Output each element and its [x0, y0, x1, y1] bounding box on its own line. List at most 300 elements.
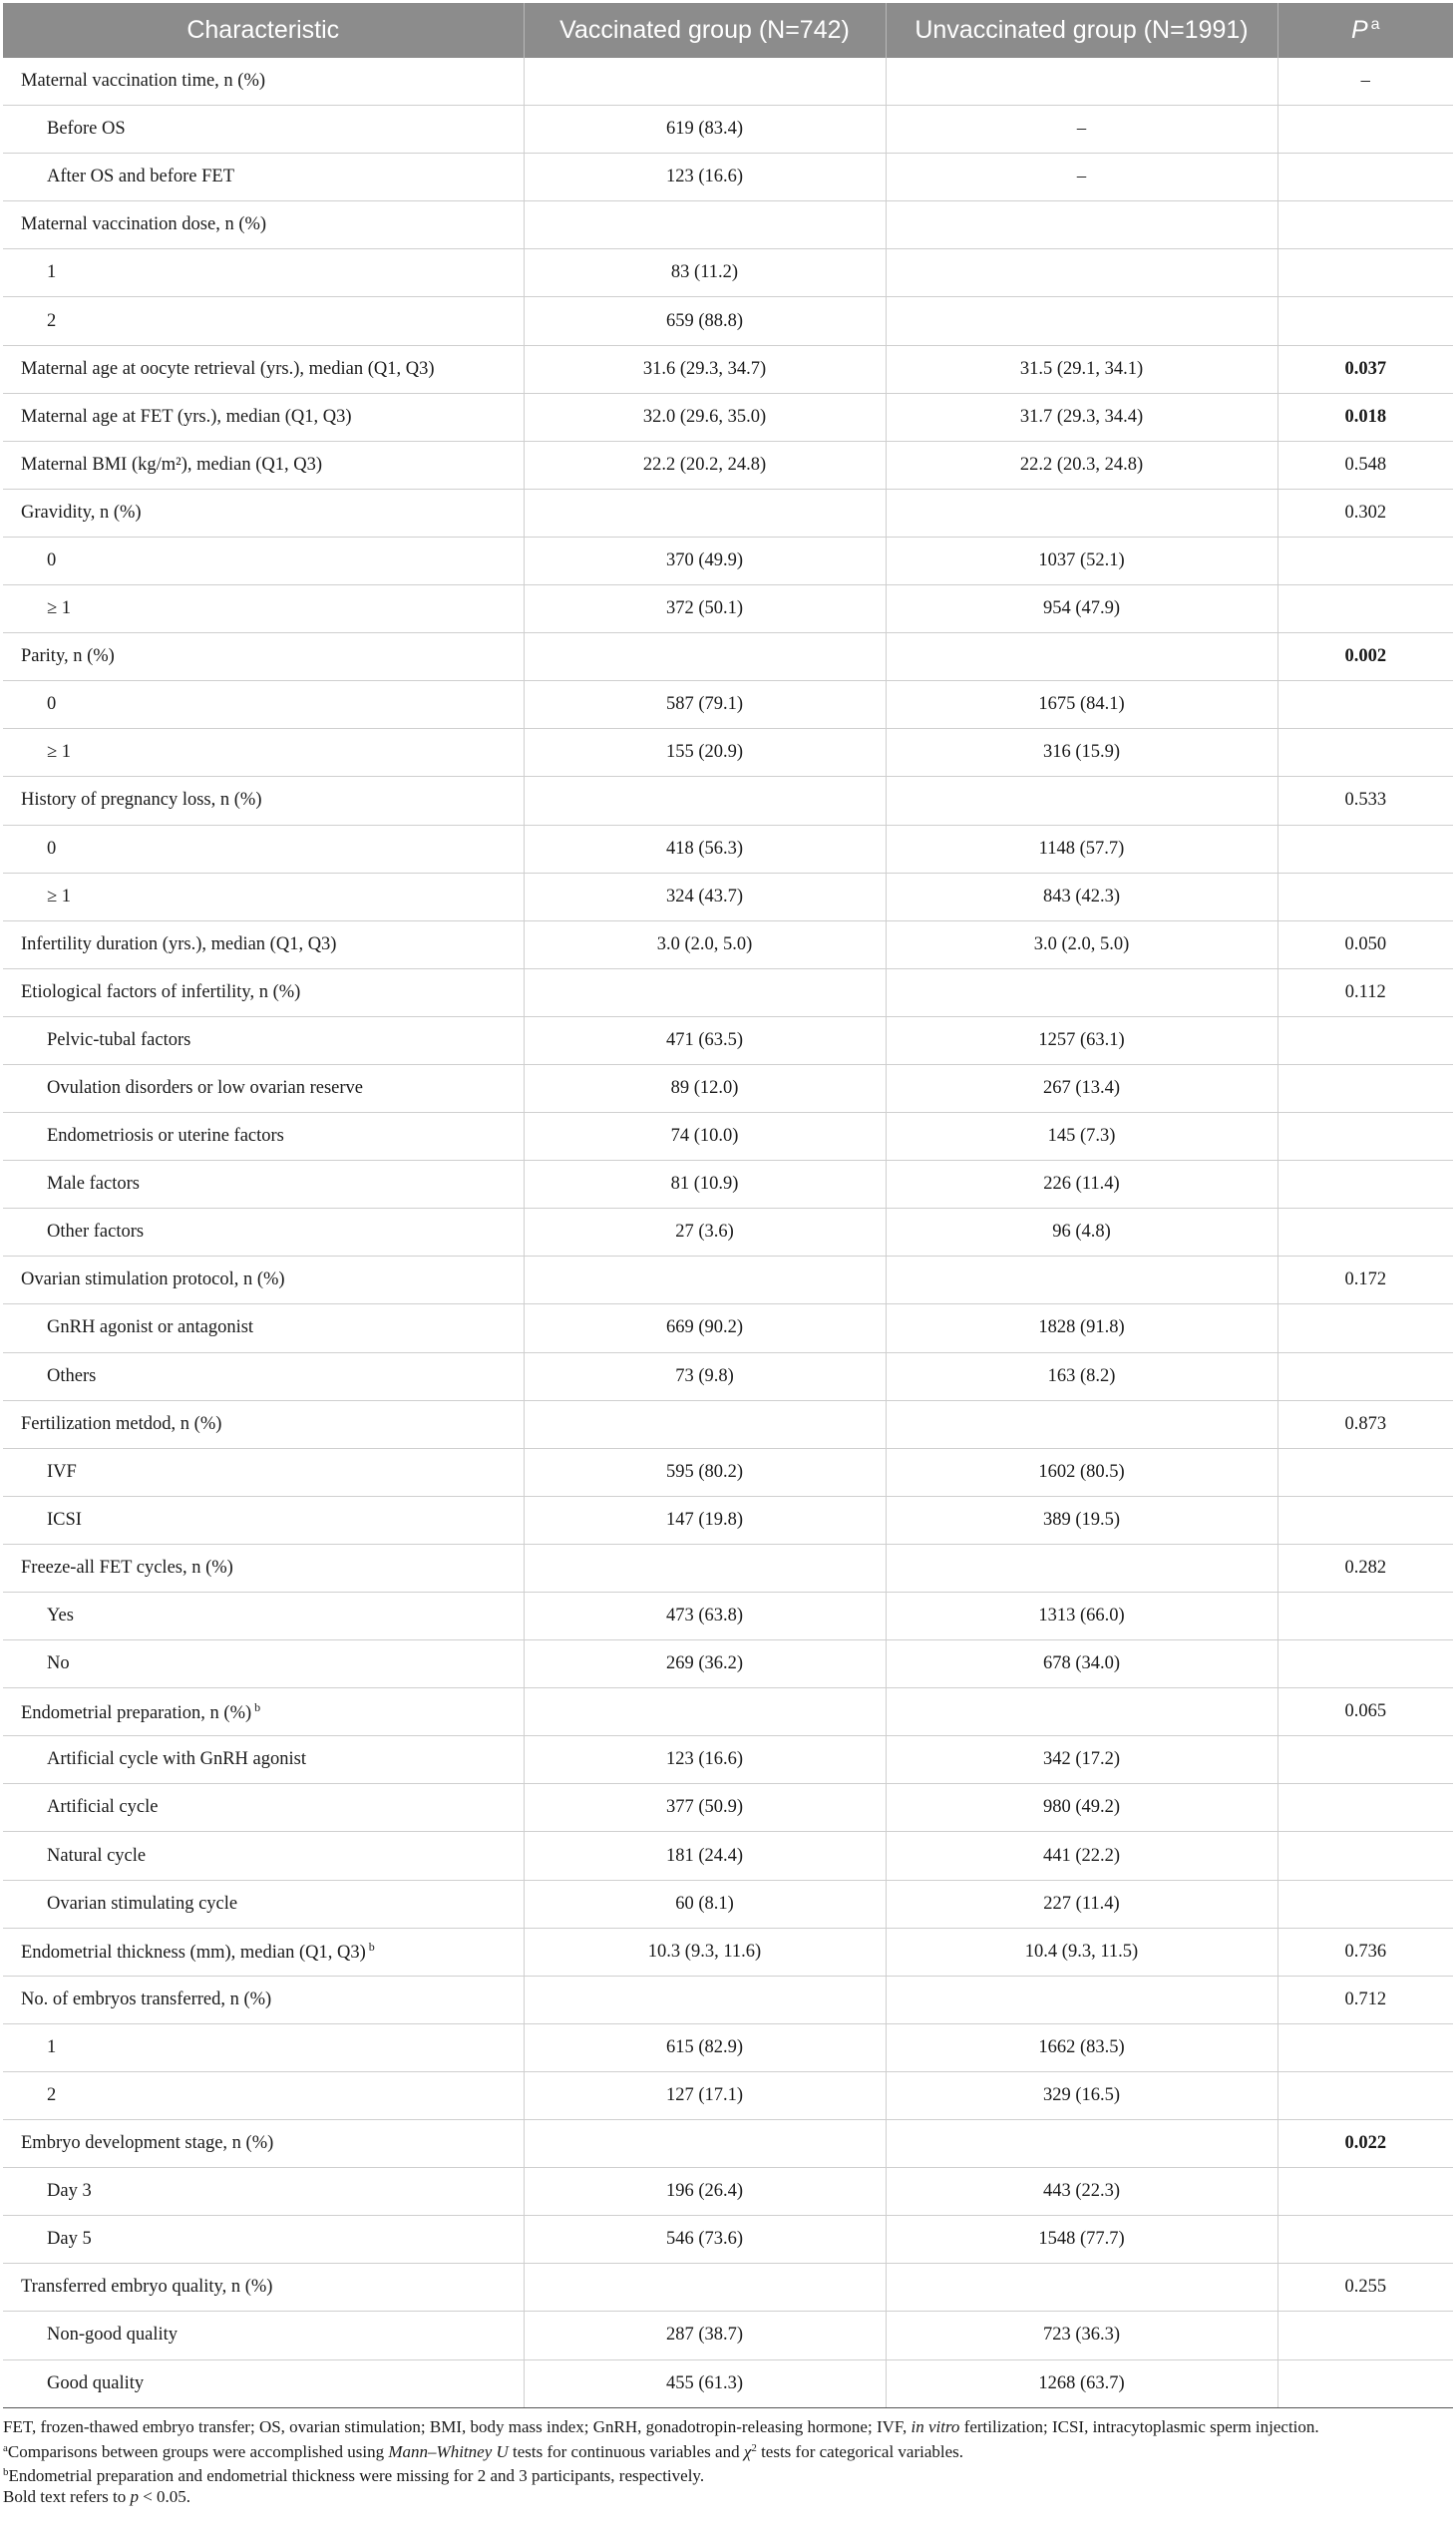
- p-value: [1277, 297, 1453, 345]
- p-value: [1277, 2216, 1453, 2264]
- row-label: [3, 154, 524, 201]
- row-label-text: 0: [47, 694, 57, 715]
- unvaccinated-value: [886, 1161, 1277, 1209]
- row-label: [3, 1736, 524, 1784]
- row-label: [3, 1832, 524, 1880]
- unvaccinated-value: [886, 1016, 1277, 1064]
- table-row: [3, 489, 1453, 537]
- p-value-text: 0.282: [1344, 1557, 1387, 1578]
- vaccinated-value-text: 372 (50.1): [665, 598, 744, 619]
- p-value: [1277, 489, 1453, 537]
- unvaccinated-value: [886, 968, 1277, 1016]
- unvaccinated-value: [886, 249, 1277, 297]
- row-label: [3, 2216, 524, 2264]
- unvaccinated-value: [886, 2023, 1277, 2071]
- row-label-text: Maternal vaccination time, n (%): [21, 71, 266, 92]
- row-label: [3, 1640, 524, 1688]
- row-label: [3, 1593, 524, 1640]
- vaccinated-value-text: 455 (61.3): [665, 2372, 744, 2393]
- vaccinated-value: [524, 1209, 886, 1257]
- vaccinated-value: [524, 201, 886, 249]
- table-row: [3, 777, 1453, 825]
- table-footnotes: [3, 2417, 1453, 2507]
- unvaccinated-value-text: 1602 (80.5): [1038, 1461, 1125, 1482]
- p-value: [1277, 1880, 1453, 1928]
- unvaccinated-value: [886, 777, 1277, 825]
- vaccinated-value-text: 123 (16.6): [665, 1749, 744, 1770]
- table-row: [3, 1113, 1453, 1161]
- row-label-text: Artificial cycle with GnRH agonist: [47, 1749, 306, 1770]
- table-row: [3, 1304, 1453, 1352]
- table-row: [3, 968, 1453, 1016]
- unvaccinated-value: [886, 489, 1277, 537]
- p-value: [1277, 1064, 1453, 1112]
- vaccinated-value-text: 22.2 (20.2, 24.8): [642, 454, 767, 475]
- row-label-text: History of pregnancy loss, n (%): [21, 790, 262, 811]
- vaccinated-value-text: 418 (56.3): [665, 838, 744, 859]
- row-label: [3, 2264, 524, 2312]
- unvaccinated-value-text: 1037 (52.1): [1038, 549, 1125, 570]
- row-label: [3, 1976, 524, 2023]
- table-container: [3, 3, 1453, 2408]
- vaccinated-value: [524, 2216, 886, 2264]
- vaccinated-value: [524, 489, 886, 537]
- unvaccinated-value-text: 1548 (77.7): [1038, 2229, 1125, 2250]
- vaccinated-value-text: 269 (36.2): [665, 1653, 744, 1674]
- unvaccinated-value-text: 1313 (66.0): [1038, 1606, 1125, 1627]
- unvaccinated-value: [886, 345, 1277, 393]
- vaccinated-value: [524, 777, 886, 825]
- p-value: [1277, 1688, 1453, 1736]
- row-label: [3, 1928, 524, 1976]
- vaccinated-value: [524, 968, 886, 1016]
- footnote-a-mark: a: [3, 2441, 8, 2454]
- row-label-text: 2: [47, 2084, 57, 2105]
- row-label: [3, 393, 524, 441]
- vaccinated-value-text: 89 (12.0): [670, 1078, 739, 1099]
- unvaccinated-value: [886, 1928, 1277, 1976]
- row-label-text: Parity, n (%): [21, 646, 115, 667]
- vaccinated-value-text: 32.0 (29.6, 35.0): [642, 406, 767, 427]
- vaccinated-value-text: 27 (3.6): [675, 1222, 734, 1243]
- unvaccinated-value: [886, 2312, 1277, 2359]
- vaccinated-value: [524, 825, 886, 873]
- table-row: [3, 1257, 1453, 1304]
- header-p-footnote-mark: a: [1370, 16, 1380, 33]
- table-row: [3, 1593, 1453, 1640]
- vaccinated-value-text: 81 (10.9): [670, 1174, 739, 1195]
- row-label: [3, 2359, 524, 2407]
- table-row: [3, 2312, 1453, 2359]
- p-value: [1277, 825, 1453, 873]
- row-label: [3, 729, 524, 777]
- row-label-footnote-mark: b: [368, 1940, 375, 1955]
- p-value: [1277, 1448, 1453, 1496]
- footnote-a-text-2: tests for continuous variables and: [513, 2441, 740, 2461]
- p-value: [1277, 777, 1453, 825]
- vaccinated-value-text: 31.6 (29.3, 34.7): [642, 358, 767, 379]
- row-label: [3, 777, 524, 825]
- table-row: [3, 920, 1453, 968]
- footnote-abbrev-italic: in vitro: [910, 2417, 960, 2436]
- row-label: [3, 1544, 524, 1592]
- vaccinated-value: [524, 729, 886, 777]
- p-value: [1277, 2120, 1453, 2168]
- p-value: [1277, 249, 1453, 297]
- p-value: [1277, 1257, 1453, 1304]
- unvaccinated-value: [886, 1496, 1277, 1544]
- table-row: [3, 154, 1453, 201]
- row-label: [3, 201, 524, 249]
- unvaccinated-value: [886, 201, 1277, 249]
- header-vaccinated-group: Vaccinated group (N=742): [524, 3, 886, 58]
- p-value-text: 0.022: [1344, 2133, 1387, 2154]
- vaccinated-value-text: 196 (26.4): [665, 2181, 744, 2202]
- unvaccinated-value-text: 389 (19.5): [1042, 1509, 1121, 1530]
- table-row: [3, 2168, 1453, 2216]
- vaccinated-value: [524, 1976, 886, 2023]
- row-label: [3, 1209, 524, 1257]
- p-value: [1277, 1736, 1453, 1784]
- unvaccinated-value: [886, 1736, 1277, 1784]
- vaccinated-value-text: 127 (17.1): [665, 2084, 744, 2105]
- vaccinated-value: [524, 1064, 886, 1112]
- unvaccinated-value-text: 1148 (57.7): [1038, 838, 1125, 859]
- row-label: [3, 2168, 524, 2216]
- table-row: [3, 2023, 1453, 2071]
- vaccinated-value-text: 287 (38.7): [665, 2325, 744, 2346]
- vaccinated-value: [524, 154, 886, 201]
- p-value: [1277, 154, 1453, 201]
- footnote-bold-text-1: Bold text refers to: [3, 2486, 127, 2506]
- row-label-text: After OS and before FET: [47, 167, 235, 187]
- row-label-text: Ovulation disorders or low ovarian reserve: [47, 1078, 363, 1099]
- unvaccinated-value-text: 22.2 (20.3, 24.8): [1019, 454, 1144, 475]
- vaccinated-value-text: 83 (11.2): [670, 262, 739, 283]
- footnote-abbreviations: [3, 2417, 1453, 2438]
- row-label-text: Endometriosis or uterine factors: [47, 1126, 284, 1147]
- table-row: [3, 1496, 1453, 1544]
- unvaccinated-value: [886, 1784, 1277, 1832]
- table-row: [3, 58, 1453, 106]
- p-value: [1277, 106, 1453, 154]
- p-value: [1277, 1113, 1453, 1161]
- table-row: [3, 1544, 1453, 1592]
- p-value: [1277, 1832, 1453, 1880]
- row-label: [3, 1496, 524, 1544]
- vaccinated-value: [524, 1640, 886, 1688]
- p-value: [1277, 1640, 1453, 1688]
- row-label: [3, 441, 524, 489]
- table-row: [3, 1928, 1453, 1976]
- p-value-text: 0.736: [1344, 1941, 1387, 1962]
- unvaccinated-value: [886, 1064, 1277, 1112]
- row-label: [3, 58, 524, 106]
- row-label: [3, 2071, 524, 2119]
- vaccinated-value: [524, 1448, 886, 1496]
- vaccinated-value-text: 60 (8.1): [675, 1893, 734, 1914]
- table-row: [3, 1688, 1453, 1736]
- unvaccinated-value: [886, 1880, 1277, 1928]
- vaccinated-value-text: 595 (80.2): [665, 1461, 744, 1482]
- table-row: [3, 393, 1453, 441]
- row-label-text: Ovarian stimulating cycle: [47, 1893, 238, 1914]
- p-value: [1277, 920, 1453, 968]
- vaccinated-value: [524, 873, 886, 920]
- unvaccinated-value: [886, 1593, 1277, 1640]
- vaccinated-value-text: 473 (63.8): [665, 1606, 744, 1627]
- unvaccinated-value: [886, 154, 1277, 201]
- footnote-bold-italic: p: [130, 2486, 139, 2506]
- unvaccinated-value-text: 1257 (63.1): [1038, 1029, 1125, 1050]
- row-label: [3, 345, 524, 393]
- header-p-label: P: [1350, 16, 1368, 44]
- footnote-b-text: Endometrial preparation and endometrial thickness were missing for 2 and 3 participants, respectively.: [8, 2466, 705, 2485]
- vaccinated-value: [524, 633, 886, 681]
- unvaccinated-value: [886, 825, 1277, 873]
- unvaccinated-value-text: 145 (7.3): [1047, 1126, 1116, 1147]
- unvaccinated-value: [886, 1448, 1277, 1496]
- unvaccinated-value: [886, 1113, 1277, 1161]
- unvaccinated-value: [886, 393, 1277, 441]
- vaccinated-value: [524, 1257, 886, 1304]
- footnote-bold-text-2: < 0.05.: [143, 2486, 191, 2506]
- unvaccinated-value: [886, 585, 1277, 633]
- vaccinated-value: [524, 106, 886, 154]
- row-label-text: Artificial cycle: [47, 1797, 159, 1818]
- table-row: [3, 1400, 1453, 1448]
- row-label: [3, 1113, 524, 1161]
- footnote-b: [3, 2462, 1453, 2487]
- baseline-characteristics-table: [3, 3, 1453, 2408]
- table-row: [3, 729, 1453, 777]
- row-label-text: ≥ 1: [47, 742, 72, 763]
- p-value: [1277, 681, 1453, 729]
- vaccinated-value: [524, 58, 886, 106]
- table-row: [3, 201, 1453, 249]
- row-label: [3, 1257, 524, 1304]
- row-label-text: Other factors: [47, 1222, 145, 1243]
- vaccinated-value: [524, 2312, 886, 2359]
- p-value: [1277, 2168, 1453, 2216]
- p-value: [1277, 1400, 1453, 1448]
- p-value: [1277, 441, 1453, 489]
- vaccinated-value: [524, 1352, 886, 1400]
- row-label-text: No: [47, 1653, 70, 1674]
- vaccinated-value: [524, 441, 886, 489]
- row-label-text: Good quality: [47, 2372, 145, 2393]
- vaccinated-value: [524, 1113, 886, 1161]
- row-label: [3, 633, 524, 681]
- table-row: [3, 1976, 1453, 2023]
- row-label-text: Maternal age at FET (yrs.), median (Q1, Q3): [21, 406, 352, 427]
- table-row: [3, 1784, 1453, 1832]
- table-row: [3, 2216, 1453, 2264]
- row-label: [3, 106, 524, 154]
- footnote-abbrev-text-2: fertilization; ICSI, intracytoplasmic sperm injection.: [963, 2417, 1319, 2436]
- row-label: [3, 681, 524, 729]
- unvaccinated-value-text: 678 (34.0): [1042, 1653, 1121, 1674]
- table-row: [3, 873, 1453, 920]
- vaccinated-value: [524, 1832, 886, 1880]
- unvaccinated-value: [886, 537, 1277, 584]
- row-label-text: Freeze-all FET cycles, n (%): [21, 1557, 233, 1578]
- vaccinated-value-text: 181 (24.4): [665, 1845, 744, 1866]
- vaccinated-value-text: 619 (83.4): [665, 119, 744, 140]
- table-row: [3, 2359, 1453, 2407]
- vaccinated-value: [524, 537, 886, 584]
- footnote-bold: [3, 2487, 1453, 2508]
- p-value-text: 0.302: [1344, 502, 1387, 523]
- unvaccinated-value: [886, 297, 1277, 345]
- p-value: [1277, 1976, 1453, 2023]
- unvaccinated-value: [886, 1304, 1277, 1352]
- row-label-text: Non-good quality: [47, 2325, 179, 2346]
- unvaccinated-value: [886, 2359, 1277, 2407]
- table-row: [3, 633, 1453, 681]
- row-label: [3, 1880, 524, 1928]
- table-row: [3, 681, 1453, 729]
- unvaccinated-value: [886, 2216, 1277, 2264]
- unvaccinated-value: [886, 681, 1277, 729]
- unvaccinated-value-text: 227 (11.4): [1043, 1893, 1120, 1914]
- unvaccinated-value: [886, 441, 1277, 489]
- vaccinated-value-text: 10.3 (9.3, 11.6): [647, 1941, 762, 1962]
- p-value: [1277, 633, 1453, 681]
- vaccinated-value: [524, 1544, 886, 1592]
- row-label-text: ≥ 1: [47, 886, 72, 906]
- p-value: [1277, 58, 1453, 106]
- row-label-text: 0: [47, 838, 57, 859]
- p-value: [1277, 1209, 1453, 1257]
- unvaccinated-value-text: 723 (36.3): [1042, 2325, 1121, 2346]
- table-row: [3, 537, 1453, 584]
- row-label-text: Maternal vaccination dose, n (%): [21, 214, 267, 235]
- unvaccinated-value-text: 329 (16.5): [1042, 2084, 1121, 2105]
- row-label-text: Fertilization metdod, n (%): [21, 1413, 222, 1434]
- unvaccinated-value-text: 342 (17.2): [1042, 1749, 1121, 1770]
- unvaccinated-value-text: 1828 (91.8): [1038, 1317, 1125, 1338]
- table-row: [3, 297, 1453, 345]
- unvaccinated-value: [886, 1544, 1277, 1592]
- row-label-text: Others: [47, 1365, 97, 1386]
- row-label: [3, 1161, 524, 1209]
- unvaccinated-value: [886, 2120, 1277, 2168]
- table-row: [3, 441, 1453, 489]
- row-label-text: 1: [47, 2036, 57, 2057]
- table-row: [3, 1832, 1453, 1880]
- unvaccinated-value: [886, 1640, 1277, 1688]
- row-label-text: Etiological factors of infertility, n (%): [21, 981, 301, 1002]
- unvaccinated-value-text: 3.0 (2.0, 5.0): [1033, 933, 1130, 954]
- unvaccinated-value-text: 316 (15.9): [1042, 742, 1121, 763]
- p-value: [1277, 393, 1453, 441]
- vaccinated-value: [524, 1304, 886, 1352]
- row-label: [3, 1016, 524, 1064]
- p-value: [1277, 1593, 1453, 1640]
- footnote-a: [3, 2438, 1453, 2463]
- row-label: [3, 920, 524, 968]
- unvaccinated-value: [886, 920, 1277, 968]
- table-row: [3, 585, 1453, 633]
- vaccinated-value-text: 615 (82.9): [665, 2036, 744, 2057]
- unvaccinated-value-text: –: [1076, 119, 1087, 140]
- table-row: [3, 825, 1453, 873]
- vaccinated-value-text: 659 (88.8): [665, 310, 744, 331]
- table-row: [3, 1880, 1453, 1928]
- row-label-text: 0: [47, 549, 57, 570]
- table-row: [3, 1161, 1453, 1209]
- row-label: [3, 489, 524, 537]
- p-value-text: 0.065: [1344, 1701, 1387, 1722]
- p-value-text: 0.712: [1344, 1989, 1387, 2009]
- row-label: [3, 2312, 524, 2359]
- unvaccinated-value-text: 980 (49.2): [1042, 1797, 1121, 1818]
- row-label: [3, 2120, 524, 2168]
- vaccinated-value: [524, 1593, 886, 1640]
- footnote-b-mark: b: [3, 2466, 9, 2478]
- table-row: [3, 345, 1453, 393]
- vaccinated-value: [524, 1400, 886, 1448]
- vaccinated-value: [524, 297, 886, 345]
- p-value: [1277, 1161, 1453, 1209]
- footnote-a-text-1: Comparisons between groups were accomplished using: [7, 2441, 385, 2461]
- row-label-text: Endometrial preparation, n (%): [21, 1702, 252, 1723]
- footnote-abbrev-text-1: FET, frozen-thawed embryo transfer; OS, ovarian stimulation; BMI, body mass index; GnRH, gonadotropin-releasing hormone; IVF,: [3, 2417, 908, 2436]
- row-label: [3, 2023, 524, 2071]
- table-header-row: [3, 3, 1453, 58]
- vaccinated-value-text: 669 (90.2): [665, 1317, 744, 1338]
- table-row: [3, 106, 1453, 154]
- p-value: [1277, 1352, 1453, 1400]
- p-value-text: 0.112: [1344, 981, 1386, 1002]
- unvaccinated-value: [886, 2264, 1277, 2312]
- table-row: [3, 1016, 1453, 1064]
- row-label-footnote-mark: b: [254, 1699, 261, 1714]
- footnote-a-chi: χ: [743, 2441, 752, 2461]
- table-row: [3, 1640, 1453, 1688]
- unvaccinated-value: [886, 1257, 1277, 1304]
- p-value: [1277, 537, 1453, 584]
- p-value: [1277, 1928, 1453, 1976]
- row-label: [3, 873, 524, 920]
- row-label-text: Maternal BMI (kg/m²), median (Q1, Q3): [21, 454, 322, 475]
- unvaccinated-value-text: 1268 (63.7): [1038, 2372, 1125, 2393]
- p-value: [1277, 1016, 1453, 1064]
- p-value: [1277, 585, 1453, 633]
- unvaccinated-value: [886, 1832, 1277, 1880]
- footnote-a-chi-sup: 2: [751, 2441, 757, 2454]
- vaccinated-value-text: 370 (49.9): [665, 549, 744, 570]
- vaccinated-value: [524, 1016, 886, 1064]
- p-value-text: 0.172: [1344, 1269, 1387, 1290]
- unvaccinated-value: [886, 1976, 1277, 2023]
- row-label-text: Pelvic-tubal factors: [47, 1029, 191, 1050]
- vaccinated-value: [524, 920, 886, 968]
- unvaccinated-value-text: 954 (47.9): [1042, 598, 1121, 619]
- unvaccinated-value: [886, 1209, 1277, 1257]
- unvaccinated-value-text: 31.5 (29.1, 34.1): [1019, 358, 1144, 379]
- table-row: [3, 1736, 1453, 1784]
- p-value-text: 0.002: [1344, 646, 1387, 667]
- header-unvaccinated-group: Unvaccinated group (N=1991): [886, 3, 1277, 58]
- unvaccinated-value-text: 1675 (84.1): [1038, 694, 1125, 715]
- unvaccinated-value: [886, 106, 1277, 154]
- vaccinated-value: [524, 2264, 886, 2312]
- unvaccinated-value: [886, 1688, 1277, 1736]
- header-p-value: [1277, 3, 1453, 58]
- row-label: [3, 1400, 524, 1448]
